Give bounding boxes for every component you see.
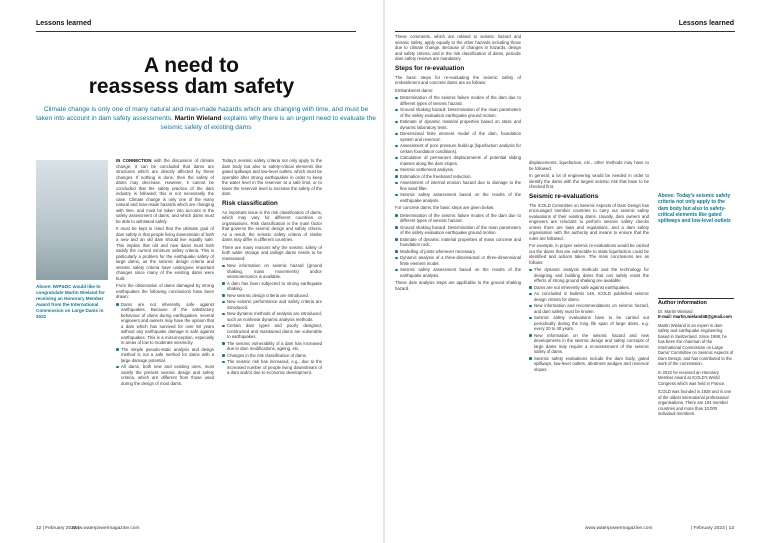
paragraph: The ICOLD Committee on Seismic Aspects of Dam Design has encouraged member countries to carry out seismic safety evaluations of their existing dams. Usually, dam owners and engineers are reluctant to perform seismic safety checks unless there are laws and regulations, and a dam safety organisation with the authority and means to ensure that the rules are followed. [529, 202, 649, 241]
paragraph: Embankment dams: [395, 87, 434, 93]
paragraph: From the observation of dams damaged by strong earthquakes the following conclusions have been drawn: [116, 283, 214, 299]
headline-line-2: reassess dam safety [88, 75, 295, 98]
paragraph: These comments, which are related to seismic hazard and seismic safety, apply equally to the other hazards including those due to climate change. Because of changes in hazards, design and safety criteria, and in the risk classification of dams, periodic dam safety reviews are mandatory. [395, 34, 521, 61]
standfirst-tail: explains why there is an urgent need to evaluate the seismic safety of existing dams [160, 114, 376, 131]
paragraph: The basic steps for re-evaluating the seismic safety of embankment and concrete dams are as follows: [395, 74, 521, 85]
section-rule [395, 31, 735, 32]
list-item: New information and recommendations on seismic hazard, and dam safety must be known. [529, 303, 649, 314]
pull-quote: Above: Today's seismic safety criteria not only apply to the dam body but also to safety-critical elements like gated spillways and low-level outlets [658, 193, 731, 225]
standfirst [36, 106, 376, 132]
photo-caption: Above: IWP&DC would like to congratulate Martin Wieland for receiving an Honorary Member Award from the International Commission on Large Dams in 2022 [36, 284, 105, 319]
standfirst-text: Climate change is only one of many natural and man-made hazards which are changing with time, and must be taken into account in dam safety assessments. [36, 106, 369, 122]
list-item: Certain dam types and poorly designed, constructed and maintained dams are vulnerable to earthquakes. [222, 323, 322, 340]
author-bio: Martin Wieland is an expert in dam safety and earthquake engineering based in Switzerland. Since 1998, he has been the chairman of the International Commission on Large Dams' Committee on Seismic Aspects of Dam Design, and has contributed to the work of the commission. [658, 322, 734, 366]
list-item: Ground shaking hazard: Determination of the main parameters of the safety evaluation earthquake ground motion. [395, 107, 521, 118]
bullet-list [116, 302, 214, 387]
list-item: Determination of the seismic failure modes of the dam due to different types of seismic hazard. [395, 213, 521, 224]
left-page-footer: 12 | February 2023 | [36, 526, 80, 531]
list-item: All dams, both new and existing ones, must satisfy the present seismic design and safety criteria, which are different from those used during the design of most dams. [116, 364, 214, 386]
author-info-heading: Author information [658, 298, 734, 307]
lead-in: IN CONNECTION [116, 158, 152, 163]
list-item: As concluded in Bulletin 148, ICOLD published seismic design criteria for dams. [529, 291, 649, 302]
author-email[interactable]: E-mail: martin.wieland48@gmail.com [658, 314, 732, 319]
body-column-1 [116, 158, 214, 523]
subheading: Risk classification [222, 199, 278, 207]
article-headline [0, 55, 383, 97]
paragraph: An important issue is the risk classification of dams, which may vary for different countries or organisations. Risk classification is the main factor that governs the seismic design and safety criteria. As a result, the seismic safety criteria of similar dams may differ in different countries. [222, 209, 322, 242]
list-item: Seismic settlement analysis. [395, 167, 521, 173]
body-column-2 [222, 158, 322, 523]
author-name: Dr. Martin Wieland [658, 308, 693, 314]
paragraph: It must be kept in mind that the ultimate goal of dam safety is that people living downstream of both a new and an old dam should live equally safe. This implies that old and new dams must both satisfy the current minimum safety criteria. This is particularly a problem for the earthquake safety of large dams, as the seismic design criteria and seismic safety criteria have undergone important changes since many of the existing dams were built. [116, 226, 214, 281]
list-item: New dynamic methods of analysis are introduced, such as nonlinear dynamic analysis methods. [222, 311, 322, 322]
paragraph: For concrete dams, the basic steps are given below: [395, 205, 495, 210]
bullet-list [395, 213, 521, 279]
list-item: Dams are not inherently safe against earthquakes. Because of the satisfactory behaviour of dams during earthquakes, several engineers and owners may have the opinion that a dam which has survived for over 60 years without any earthquake damage is safe against earthquakes. This is a misconception, especially in areas of low to moderate seismicity. [116, 302, 214, 346]
list-item: A dam has been subjected to strong earthquake shaking. [222, 281, 322, 292]
list-item: Modelling of joints whenever necessary. [395, 249, 521, 255]
left-page [0, 0, 383, 543]
paragraph [116, 158, 214, 224]
list-item: Seismic safety assessment based on the results of the earthquake analysis. [395, 192, 521, 203]
author-bio: ICOLD was founded in 1928 and is one of the oldest international professional organisations. There are 104 member countries and more than 10,000 individual members. [658, 389, 732, 416]
list-item: Seismic safety evaluations include the dam body, gated spillways, low-level outlets, abutment wedges and reservoir slopes. [529, 356, 649, 373]
list-item: New information on seismic hazard (ground shaking, mass movements) and/or seismotectonics is available. [222, 263, 322, 280]
list-item: Estimate of dynamic material properties based on static and dynamic laboratory tests. [395, 119, 521, 130]
section-rule [36, 31, 356, 32]
bullet-list [395, 95, 521, 203]
paragraph: There are many reasons why the seismic safety of both water storage and tailings dams needs to be reassessed: [222, 244, 322, 261]
list-item: The dynamic analysis methods and the technology for designing and building dams that can safely resist the effects of strong ground shaking are available. [529, 267, 649, 284]
paragraph-text: with the discussion of climate change, it can be concluded that dams are structures which are directly affected by these changes. If nothing is done, then the safety of dams may decrease. However, it cannot be concluded that the safety practice of the dam industry is followed; this is not necessarily the case. Climate change is only one of the many natural and man-made hazards which are changing with time, and must be taken into account in the safety assessment of dams, and which dams must be able to withstand safely. [116, 158, 214, 224]
list-item: Assessment of pore pressure build-up (liquefaction analysis for certain foundation conditions). [395, 143, 521, 154]
list-item: Determination of the seismic failure modes of the dam due to different types of seismic hazard. [395, 95, 521, 106]
list-item: Seismic safety assessment based on the results of the earthquake analysis. [395, 267, 521, 278]
paragraph: displacements, liquefaction, etc., other methods may have to be followed. [529, 160, 649, 171]
list-item: New seismic design criteria are introduced. [222, 293, 322, 299]
list-item: The seismic risk has increased, e.g., due to the increased number of people living downstream of a dam and/or due to economic development. [222, 359, 322, 376]
list-item: Estimate of dynamic material properties of mass concrete and foundation rock. [395, 237, 521, 248]
paragraph: These dam analysis steps are applicable to the ground shaking hazard. [395, 280, 521, 291]
list-item: Dynamic analysis of a three-dimensional or three-dimensional finite element model. [395, 255, 521, 266]
subheading: Seismic re-evaluations [529, 192, 599, 200]
author-photo [36, 160, 108, 280]
list-item: New seismic performance and safety criteria are introduced. [222, 299, 322, 310]
list-item: Calculation of permanent displacements of potential sliding masses along the dam slopes. [395, 155, 521, 166]
bullet-list [222, 263, 322, 376]
list-item: New information on the seismic hazard and new developments in the seismic design and safety concepts of large dams may require a re-assessment of the seismic safety of dams. [529, 333, 649, 355]
paragraph: Today's seismic safety criteria not only apply to the dam body but also to safety-critical elements like gated spillways and low-level outlets, which must be operable after strong earthquakes in order to keep the water level in the reservoir at a safe limit, or to lower the reservoir level to increase the safety of the dam. [222, 158, 322, 196]
section-label: Lessons learned [678, 20, 734, 27]
list-item: Assessment of internal erosion hazard due to damage to the fine sand filter. [395, 180, 521, 191]
list-item: Dams are not inherently safe against earthquakes. [529, 285, 649, 291]
list-item: The simple pseudo-static analysis and design method is not a safe method for dams with a large damage potential. [116, 347, 214, 364]
bullet-list [529, 267, 649, 372]
list-item: Estimation of the freeboard reduction. [395, 174, 521, 180]
standfirst-author: Martin Wieland [174, 114, 222, 122]
body-column-3 [395, 34, 521, 524]
paragraph: In general, a lot of engineering would be needed in order to identify the dams with the largest seismic risk that have to be checked first. [529, 173, 649, 189]
author-info-box [658, 298, 734, 417]
right-page-footer: | February 2023 | 13 [690, 526, 734, 531]
subheading: Steps for re-evaluation [395, 64, 465, 72]
list-item: Ground shaking hazard: Determination of the main parameters of the safety evaluation earthquake ground motion. [395, 225, 521, 236]
list-item: Changes in the risk classification of dams. [222, 353, 322, 359]
paragraph: For example, in proper seismic re-evaluations would be carried out the dams that are vulnerable to static liquefaction could be identified and actions taken. The main conclusions are as follows: [529, 243, 649, 265]
left-page-url: www.waterpowermagazine.com [72, 526, 140, 531]
body-column-4 [529, 160, 649, 524]
list-item: Dimensional finite element model of the dam, foundation system and reservoir. [395, 131, 521, 142]
list-item: The seismic vulnerability of a dam has increased due to dam modifications, ageing, etc. [222, 341, 322, 352]
right-page-url: www.waterpowermagazine.com [585, 526, 653, 531]
headline-line-1: A need to [144, 54, 239, 77]
author-bio: In 2022 he received an Honorary Member Award at ICOLD's World Congress which was held in France. [658, 369, 726, 386]
section-label: Lessons learned [36, 20, 92, 27]
right-page [385, 0, 768, 543]
list-item: Seismic safety evaluations have to be carried out periodically during the long life span of large dams, e.g. every 20 to 40 years. [529, 315, 649, 332]
